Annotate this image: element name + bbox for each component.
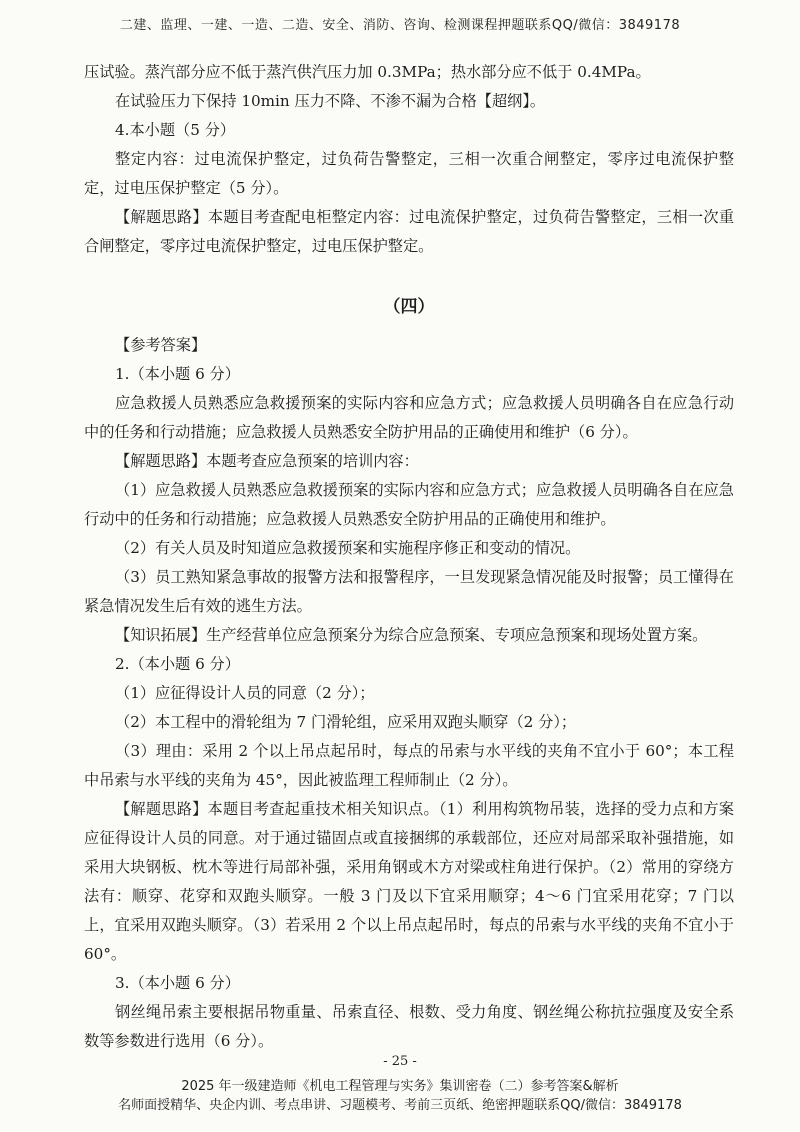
list-item: （1）应征得设计人员的同意（2 分）； (115, 684, 375, 702)
footer-title: 2025 年一级建造师《机电工程管理与实务》集训密卷（二）参考答案&解析 (181, 1079, 619, 1094)
question-heading: 2.（本小题 6 分） (115, 655, 240, 673)
document-body (84, 58, 734, 1056)
answer-paragraph: 整定内容：过电流保护整定，过负荷告警整定，三相一次重合闸整定，零序过电流保护整定，过电压保护整定（5 分）。 (84, 150, 734, 197)
list-item: （1）应急救援人员熟悉应急救援预案的实际内容和应急方式；应急救援人员明确各自在应急行动中的任务和行动措施；应急救援人员熟悉安全防护用品的正确使用和维护。 (84, 481, 734, 528)
answer-paragraph: 应急救援人员熟悉应急救援预案的实际内容和应急方式；应急救援人员明确各自在应急行动中的任务和行动措施；应急救援人员熟悉安全防护用品的正确使用和维护（6 分）。 (84, 394, 734, 441)
solution-label: 【解题思路】本题考查应急预案的培训内容： (115, 452, 419, 470)
question-heading: 3.（本小题 6 分） (115, 974, 240, 992)
section-title: （四） (383, 297, 435, 317)
solution-paragraph: 【解题思路】本题目考查配电柜整定内容：过电流保护整定，过负荷告警整定，三相一次重合闸整定，零序过电流保护整定，过电压保护整定。 (84, 208, 734, 255)
paragraph: 压试验。蒸汽部分应不低于蒸汽供汽压力加 0.3MPa；热水部分应不低于 0.4MPa。 (84, 63, 651, 81)
list-item: （3）员工熟知紧急事故的报警方法和报警程序，一旦发现紧急情况能及时报警；员工懂得在紧急情况发生后有效的逃生方法。 (84, 568, 734, 615)
answer-paragraph: 钢丝绳吊索主要根据吊物重量、吊索直径、根数、受力角度、钢丝绳公称抗拉强度及安全系数等参数进行选用（6 分）。 (84, 1003, 734, 1050)
list-item: （3）理由：采用 2 个以上吊点起吊时，每点的吊索与水平线的夹角不宜小于 60°；本工程中吊索与水平线的夹角为 45°，因此被监理工程师制止（2 分）。 (84, 742, 734, 789)
solution-paragraph: 【解题思路】本题目考查起重技术相关知识点。（1）利用构筑物吊装，选择的受力点和方案应征得设计人员的同意。对于通过锚固点或直接捆绑的承载部位，还应对局部采取补强措施，如采用大块钢板、枕木等进行局部补强，采用角钢或木方对梁或柱角进行保护。（2）常用的穿绕方法有：顺穿、花穿和双跑头顺穿。一般 3 门及以下宜采用顺穿；4～6 门宜采用花穿；7 门以上，宜采用双跑头顺穿。（3）若采用 2 个以上吊点起吊时，每点的吊索与水平线的夹角不宜小于 60°。 (84, 800, 734, 963)
reference-answer-label: 【参考答案】 (115, 336, 207, 354)
paragraph: 在试验压力下保持 10min 压力不降、不渗不漏为合格【超纲】。 (115, 92, 546, 110)
list-item: （2）本工程中的滑轮组为 7 门滑轮组，应采用双跑头顺穿（2 分）； (115, 713, 577, 731)
page-number: - 25 - (383, 1054, 417, 1069)
knowledge-extension: 【知识拓展】生产经营单位应急预案分为综合应急预案、专项应急预案和现场处置方案。 (115, 626, 708, 644)
question-heading: 1.（本小题 6 分） (115, 365, 240, 383)
question-heading: 4.本小题（5 分） (115, 121, 236, 139)
page-header: 二建、监理、一建、一造、二造、安全、消防、咨询、检测课程押题联系QQ/微信：3849178 (119, 18, 681, 33)
footer-contact: 名师面授精华、央企内训、考点串讲、习题模考、考前三页纸、绝密押题联系QQ/微信：3849178 (118, 1098, 682, 1113)
list-item: （2）有关人员及时知道应急救援预案和实施程序修正和变动的情况。 (115, 539, 581, 557)
